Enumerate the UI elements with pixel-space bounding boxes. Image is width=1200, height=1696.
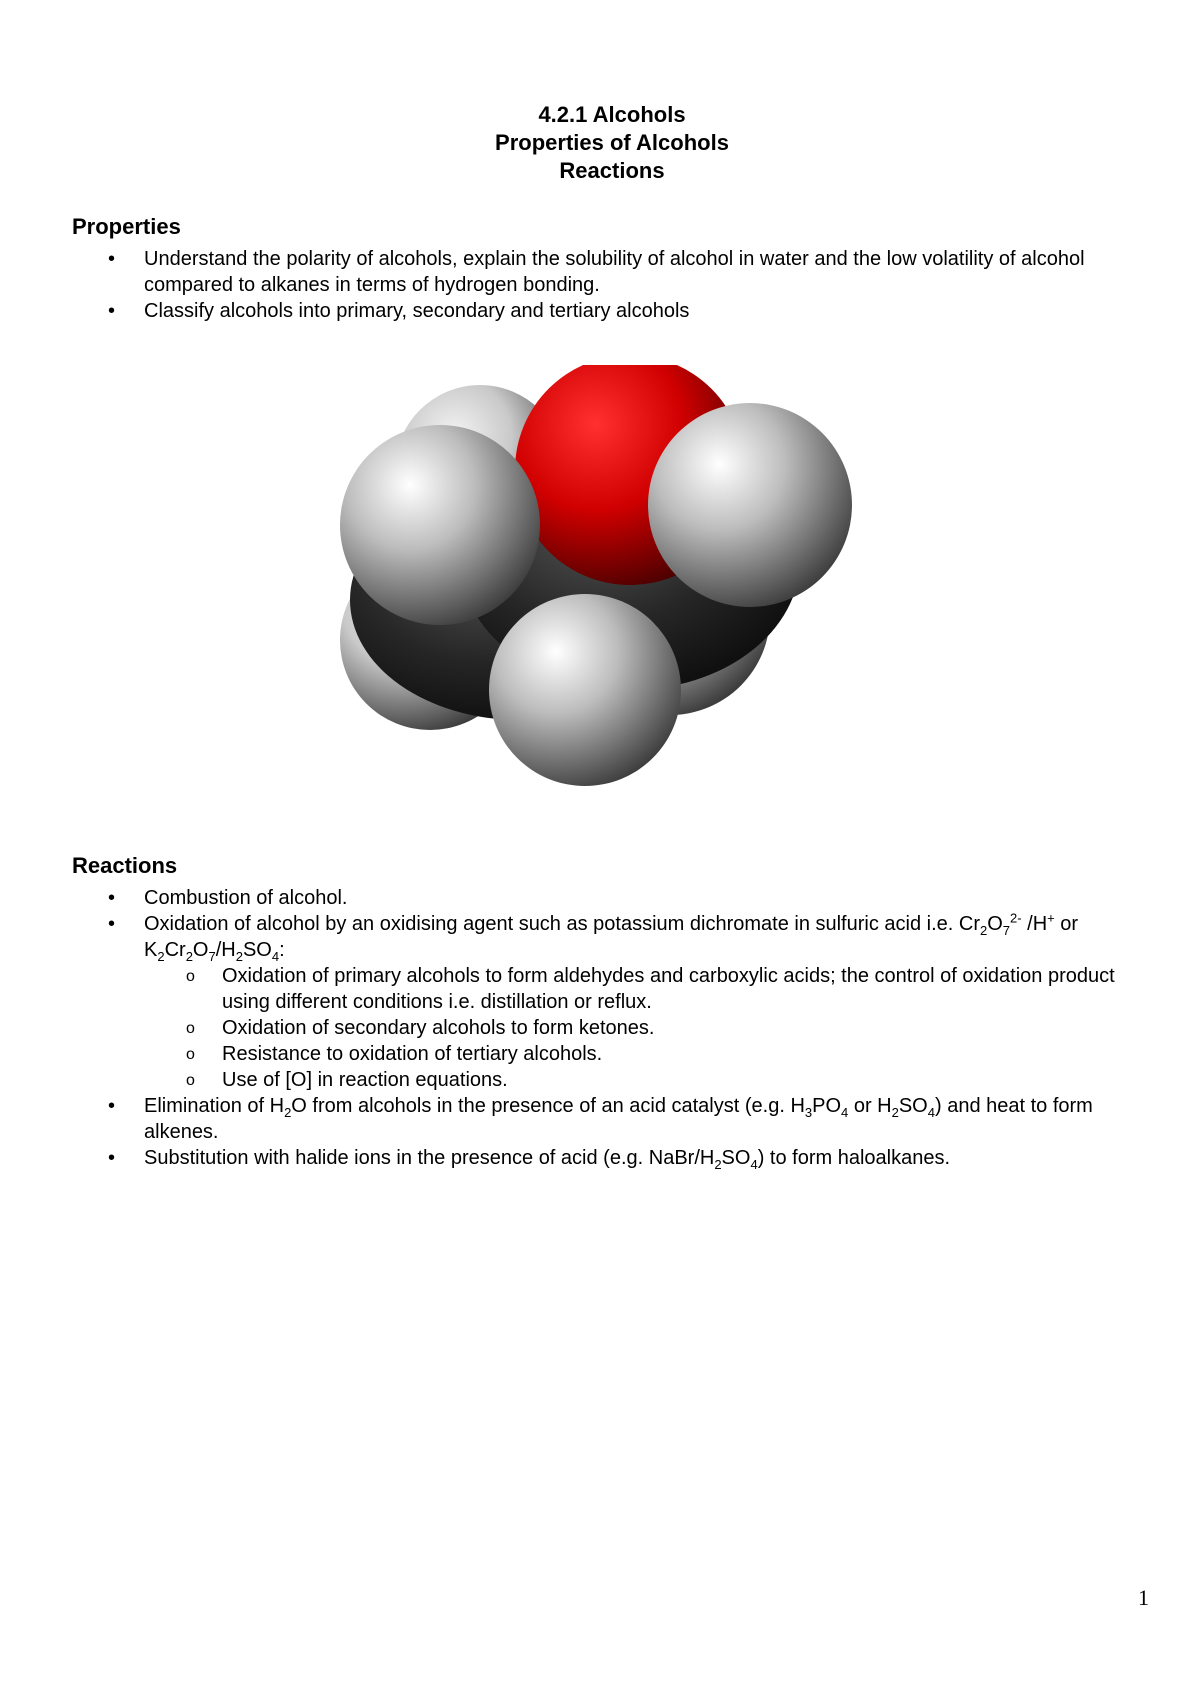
title-line-2: Properties of Alcohols <box>495 130 729 155</box>
list-item <box>72 246 1152 298</box>
bullet-icon: • <box>108 248 116 270</box>
list-item <box>72 298 1152 324</box>
title-block <box>0 101 1200 185</box>
list-item-text: Substitution with halide ions in the presence of acid (e.g. NaBr/$H_2SO_4$) to form haloalkanes. <box>144 1147 951 1172</box>
list-item <box>72 1093 1152 1145</box>
bullet-icon: • <box>108 1095 116 1117</box>
bullet-icon: • <box>108 913 116 935</box>
list-item-text: Elimination of $H_2O$ from alcohols in the presence of an acid catalyst (e.g. $H_3PO_4$ or $H_2SO_4$) and heat to form alkenes. <box>144 1095 1093 1143</box>
page-number: 1 <box>1138 1585 1149 1610</box>
sub-bullet-icon: o <box>186 1020 195 1037</box>
bullet-icon: • <box>108 887 116 909</box>
sub-list-item-text: Use of [O] in reaction equations. <box>222 1069 508 1091</box>
sub-bullet-icon: o <box>186 1046 195 1063</box>
sub-list-item <box>144 1041 1152 1067</box>
list-item <box>72 1145 1152 1171</box>
reactions-list <box>72 885 1152 1171</box>
list-item <box>72 911 1152 1093</box>
list-item-text: Classify alcohols into primary, secondary and tertiary alcohols <box>144 300 690 322</box>
list-item-text: Combustion of alcohol. <box>144 887 348 909</box>
sub-list-item-text: Resistance to oxidation of tertiary alcohols. <box>222 1043 603 1065</box>
reactions-heading: Reactions <box>72 853 178 878</box>
hydrogen-atom <box>489 594 681 786</box>
title-line-3: Reactions <box>559 158 665 183</box>
hydrogen-atom <box>648 403 852 607</box>
properties-heading: Properties <box>72 214 181 239</box>
list-item <box>72 885 1152 911</box>
sub-list-item-text: Oxidation of primary alcohols to form aldehydes and carboxylic acids; the control of oxidation product using different conditions i.e. distillation or reflux. <box>222 965 1115 1013</box>
list-item-text: Oxidation of alcohol by an oxidising agent such as potassium dichromate in sulfuric acid i.e. $Cr_2O_7^{2-}$ /H+ or $K_2Cr_2O_7/H_2SO_4$: <box>144 910 1079 964</box>
sub-list-item <box>144 1015 1152 1041</box>
sub-bullet-icon: o <box>186 968 195 985</box>
bullet-icon: • <box>108 300 116 322</box>
bullet-icon: • <box>108 1147 116 1169</box>
title-line-1: 4.2.1 Alcohols <box>538 102 686 127</box>
properties-list <box>72 246 1152 324</box>
sub-list-item <box>144 963 1152 1015</box>
list-item-text: Understand the polarity of alcohols, explain the solubility of alcohol in water and the low volatility of alcohol compared to alkanes in terms of hydrogen bonding. <box>144 248 1085 296</box>
ethanol-space-filling-model-icon <box>330 365 910 805</box>
oxidation-sub-list <box>144 963 1152 1093</box>
sub-bullet-icon: o <box>186 1072 195 1089</box>
hydrogen-atom <box>340 425 540 625</box>
sub-list-item-text: Oxidation of secondary alcohols to form ketones. <box>222 1017 655 1039</box>
sub-list-item <box>144 1067 1152 1093</box>
